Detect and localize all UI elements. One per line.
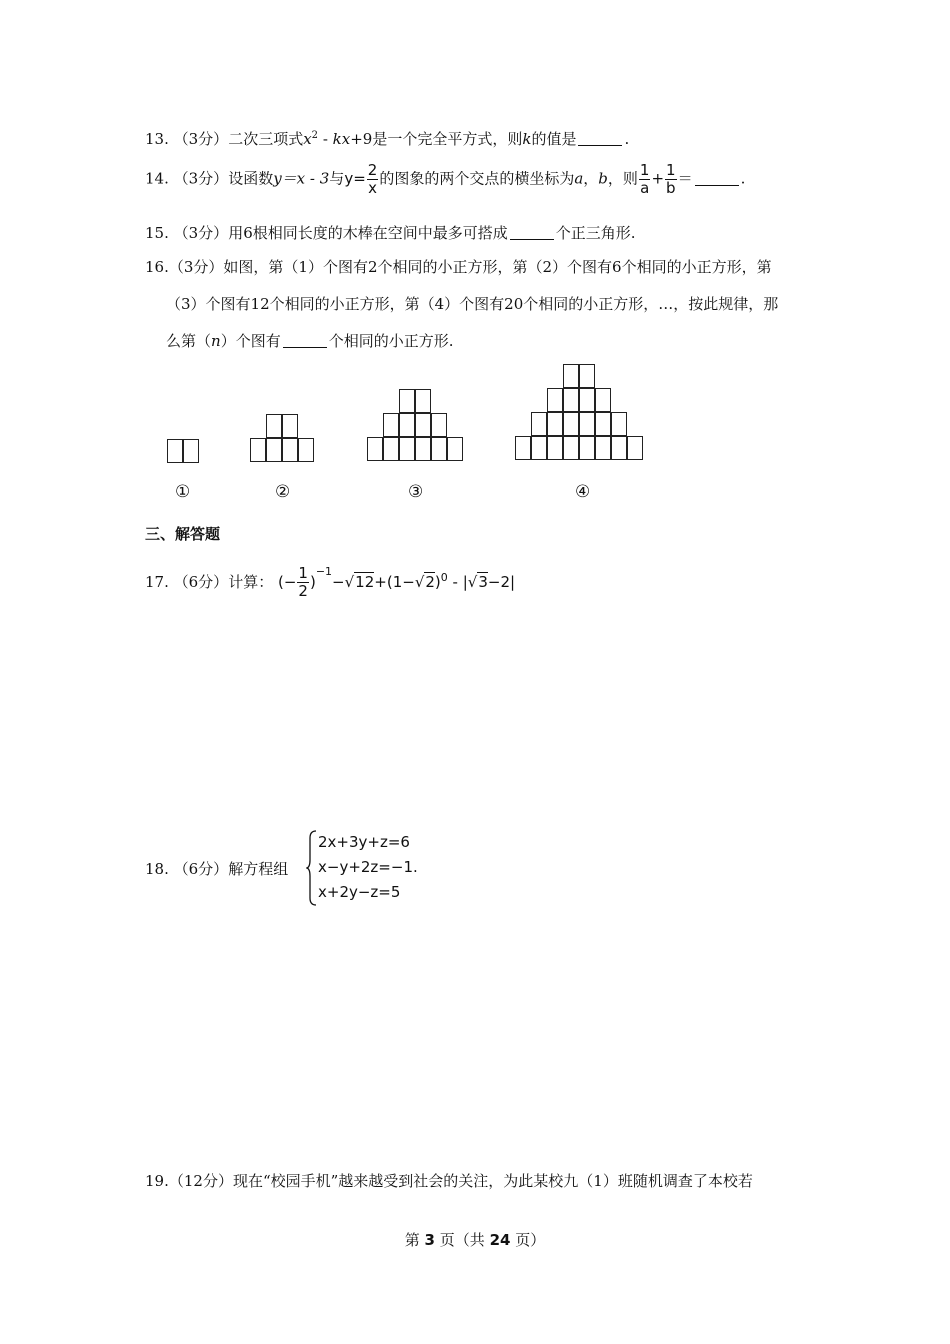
q14-score: （3分） (173, 169, 229, 188)
q14-n2: 1 (666, 161, 676, 179)
footer-page: 3 (424, 1231, 435, 1249)
figure-4-square (595, 388, 611, 412)
q14-f2-num: 2 (367, 161, 378, 179)
figure-2-square (282, 438, 298, 462)
figure-2-square (266, 414, 282, 438)
figure-3-square (399, 389, 415, 413)
figure-3-square (383, 437, 399, 461)
page-footer (0, 1229, 950, 1250)
question-15 (145, 222, 636, 243)
q14-f1: y＝x - 3 (273, 169, 330, 188)
q14-text-a: 设函数 (228, 169, 274, 188)
question-19 (145, 1170, 753, 1191)
q17-number: 17. (145, 573, 169, 591)
q14-d1: a (640, 179, 650, 197)
q18-eq1: 2x+3y+z=6 (318, 833, 410, 851)
q13-score: （3分） (173, 130, 229, 148)
figure-4-square (611, 436, 627, 460)
section-title (145, 523, 220, 544)
figure-label-2: ② (275, 482, 291, 502)
q14-comma: ， (583, 169, 599, 188)
q14-text-d: ，则 (607, 169, 638, 188)
figure-1-square (183, 439, 199, 463)
q14-text-c: 的图象的两个交点的横坐标为 (379, 169, 575, 188)
figure-4-square (627, 436, 643, 460)
q14-end: . (740, 169, 746, 188)
figure-3-square (367, 437, 383, 461)
figure-3-square (447, 437, 463, 461)
q13-minus: - (318, 130, 333, 148)
q16-score: （3分） (168, 258, 224, 276)
figure-3-square (415, 437, 431, 461)
q17-sqrt12: 12 (355, 573, 375, 591)
q13-tail: +9 (350, 130, 373, 148)
figure-label-3: ③ (408, 482, 424, 502)
q17-sqrt3: 3 (478, 573, 488, 591)
q17-half-num: 1 (298, 564, 308, 582)
q17-minus: − (332, 573, 345, 591)
figure-4-square (595, 436, 611, 460)
figure-4-square (515, 436, 531, 460)
figure-3-square (415, 413, 431, 437)
q14-f2-den: x (368, 179, 377, 197)
q17-plus: + (374, 573, 387, 591)
question-16-line-3 (166, 330, 453, 351)
q16-line3-c: 个相同的小正方形. (328, 332, 454, 350)
q18-eq3: x+2y−z=5 (318, 883, 401, 901)
question-16-line-1 (145, 256, 772, 277)
q14-text-b: 与 (329, 169, 345, 188)
figure-4-square (547, 412, 563, 436)
q14-answer-blank[interactable] (695, 171, 739, 186)
q14-frac-1b (665, 163, 677, 196)
q14-f2-lhs: y= (344, 169, 366, 188)
q13-x: x (303, 130, 312, 148)
q14-n1: 1 (639, 161, 650, 179)
q17-score: （6分） (173, 573, 229, 591)
q18-text: 解方程组 (228, 860, 289, 878)
q13-answer-blank[interactable] (578, 131, 622, 146)
q14-number: 14. (145, 169, 169, 188)
q17-p2: (1− (386, 573, 415, 591)
figure-label-4: ④ (575, 482, 591, 502)
question-17 (145, 565, 515, 599)
footer-post: 页） (515, 1231, 546, 1249)
q15-score: （3分） (173, 224, 229, 242)
figure-2-square (266, 438, 282, 462)
q15-answer-blank[interactable] (510, 225, 554, 240)
figure-4-square (611, 412, 627, 436)
q17-text: 计算： (228, 573, 274, 591)
footer-mid: 页（共 (439, 1231, 485, 1249)
q17-paren-close: ) (309, 573, 316, 591)
figure-3-square (383, 413, 399, 437)
q13-number: 13. (145, 130, 169, 148)
q16-number: 16. (145, 258, 169, 276)
figure-2-square (282, 414, 298, 438)
figure-4-square (579, 364, 595, 388)
figure-4-square (579, 412, 595, 436)
question-16-line-2 (166, 293, 778, 314)
figure-4-square (547, 388, 563, 412)
q14-eq: ＝ (677, 169, 693, 188)
q13-text-c: 的值是 (531, 130, 577, 148)
q16-n: n (211, 332, 221, 350)
q15-number: 15. (145, 224, 169, 242)
q16-line2: （3）个图有12个相同的小正方形，第（4）个图有20个相同的小正方形，…，按此规律，那 (166, 295, 779, 313)
footer-total: 24 (489, 1231, 511, 1249)
q18-system (318, 830, 418, 905)
q13-end: . (624, 130, 630, 148)
q17-tail: - | (447, 573, 468, 591)
q19-number: 19. (145, 1172, 169, 1190)
question-14 (145, 163, 745, 196)
q17-exp-neg1: −1 (315, 565, 333, 578)
q14-d2: b (666, 179, 676, 197)
figure-label-1: ① (175, 482, 191, 502)
q16-line1: 如图，第（1）个图有2个相同的小正方形，第（2）个图有6个相同的小正方形，第 (223, 258, 772, 276)
question-13 (145, 128, 629, 149)
figure-4-square (531, 436, 547, 460)
figure-4-square (595, 412, 611, 436)
figure-4-square (531, 412, 547, 436)
figure-4-square (563, 388, 579, 412)
q14-plus: + (651, 169, 665, 188)
q17-sqrt2: 2 (425, 573, 435, 591)
q19-score: （12分） (168, 1172, 233, 1190)
q14-f2-fraction (367, 163, 379, 196)
q13-text-a: 二次三项式 (228, 130, 304, 148)
q18-score: （6分） (173, 860, 229, 878)
q17-half (297, 566, 309, 599)
q18-number: 18. (145, 860, 169, 878)
figure-4-square (579, 388, 595, 412)
q13-text-b: 是一个完全平方式，则 (372, 130, 523, 148)
figure-4-square (563, 436, 579, 460)
figure-2-square (298, 438, 314, 462)
figure-3-square (431, 413, 447, 437)
figure-4-square (547, 436, 563, 460)
q18-eq2: x−y+2z=−1. (318, 858, 418, 876)
q19-text: 现在“校园手机”越来越受到社会的关注，为此某校九（1）班随机调查了本校若 (232, 1172, 753, 1190)
q17-p2-close: ) (434, 573, 441, 591)
figure-3-square (415, 389, 431, 413)
q13-kx: kx (332, 130, 351, 148)
figure-1-square (167, 439, 183, 463)
figure-3-square (399, 437, 415, 461)
section-title-text: 三、解答题 (145, 525, 221, 543)
q16-answer-blank[interactable] (283, 333, 327, 348)
q15-text-a: 用6根相同长度的木棒在空间中最多可搭成 (228, 224, 508, 242)
figure-3-square (399, 413, 415, 437)
q13-exp: 2 (311, 130, 319, 141)
q13-k: k (522, 130, 532, 148)
q15-text-b: 个正三角形. (555, 224, 636, 242)
q14-a: a (574, 169, 584, 188)
q17-tail2: −2| (487, 573, 516, 591)
question-18 (145, 858, 288, 879)
figure-4-square (579, 436, 595, 460)
q17-half-den: 2 (298, 582, 308, 600)
figure-2-square (250, 438, 266, 462)
q14-b: b (598, 169, 608, 188)
q18-brace (306, 830, 318, 906)
figure-4-square (563, 412, 579, 436)
q17-expression: (− $\frac{1}{2}$ )$^{-1}-√12+(1-√2)^0 - |√3-2|$ (277, 564, 516, 600)
q17-paren-open: (− (277, 573, 297, 591)
q14-frac-1a (639, 163, 651, 196)
q17-exp-0: 0 (440, 571, 448, 584)
figure-4-square (563, 364, 579, 388)
q16-line3-b: ）个图有 (220, 332, 281, 350)
figure-3-square (431, 437, 447, 461)
q16-line3-a: 么第（ (166, 332, 212, 350)
footer-pre: 第 (404, 1231, 420, 1249)
